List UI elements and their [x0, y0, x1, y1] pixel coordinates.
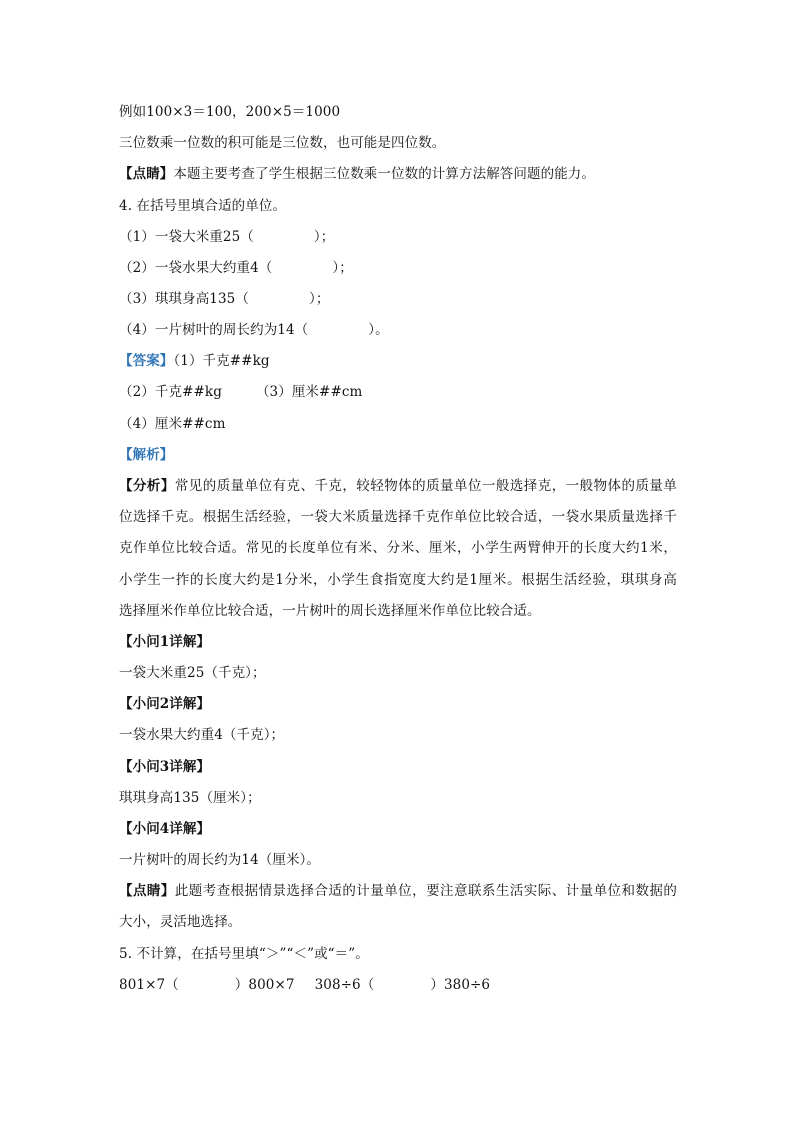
question-5-items	[119, 976, 490, 994]
question-4-item-1-text: （1）一袋大米重25（	[119, 229, 254, 245]
analysis-text-3: 克作单位比较合适。常见的长度单位有米、分米、厘米，小学生两臂伸开的长度大约1米，	[119, 540, 677, 556]
answer-1-text: （1）千克##kg	[173, 353, 270, 369]
analysis-line-2	[119, 508, 677, 526]
question-4-item-1	[119, 228, 334, 246]
analysis-text-5: 选择厘米作单位比较合适，一片树叶的周长选择厘米作单位比较合适。	[119, 603, 541, 619]
analysis-line-1	[119, 477, 677, 495]
question-4-item-3-end: ）；	[308, 291, 330, 307]
question-5-item-c: 308÷6（	[314, 977, 375, 993]
question-4-title	[119, 197, 286, 215]
sub-question-1-answer	[119, 664, 266, 682]
sub-question-1-heading	[119, 633, 210, 651]
dianjing-text: 本题主要考查了学生根据三位数乘一位数的计算方法解答问题的能力。	[173, 166, 596, 182]
dianjing-text-3: 大小，灵活地选择。	[119, 914, 242, 930]
sub-question-4-tag: 【小问4详解】	[119, 821, 211, 837]
jiexi-tag: 【解析】	[119, 447, 174, 463]
question-4-item-2-end: ）；	[332, 260, 353, 276]
question-5-title	[119, 945, 369, 963]
question-4-title-text: 4. 在括号里填合适的单位。	[119, 198, 287, 214]
sub-question-3-text: 琪琪身高135（厘米）；	[119, 790, 261, 806]
answer-line-3	[119, 415, 225, 433]
question-4-item-1-end: ）；	[313, 229, 335, 245]
sub-question-1-text: 一袋大米重25（千克）；	[119, 665, 266, 681]
sub-question-2-text: 一袋水果大约重4（千克）；	[119, 727, 285, 743]
question-4-item-4-text: （4）一片树叶的周长约为14（	[119, 322, 309, 338]
answer-line-2	[119, 383, 362, 401]
sub-question-1-tag: 【小问1详解】	[119, 634, 211, 650]
sub-question-2-heading	[119, 695, 210, 713]
analysis-line-4	[119, 571, 677, 589]
answer-4-text: （4）厘米##cm	[119, 416, 226, 432]
question-4-item-4-end: ）。	[368, 322, 389, 338]
question-4-item-3-text: （3）琪琪身高135（	[119, 291, 249, 307]
answer-3-text: （3）厘米##cm	[255, 384, 363, 400]
example-line	[119, 103, 340, 121]
conclusion-text: 三位数乘一位数的积可能是三位数，也可能是四位数。	[119, 135, 446, 151]
sub-question-2-tag: 【小问2详解】	[119, 696, 211, 712]
question-4-item-2	[119, 259, 353, 277]
analysis-text-1: 常见的质量单位有克、千克，较轻物体的质量单位一般选择克，一般物体的质量单	[174, 478, 677, 494]
sub-question-3-answer	[119, 789, 261, 807]
question-4-item-4	[119, 321, 389, 339]
sub-question-2-answer	[119, 726, 284, 744]
question-5-title-text: 5. 不计算，在括号里填“＞”“＜”或“＝”。	[119, 946, 369, 962]
jiexi-line	[119, 446, 173, 464]
sub-question-3-tag: 【小问3详解】	[119, 759, 211, 775]
sub-question-3-heading	[119, 758, 210, 776]
answer-tag: 【答案】	[119, 353, 174, 369]
question-5-item-b: ）800×7	[234, 977, 295, 993]
dianjing-tag-2: 【点睛】	[119, 883, 175, 899]
answer-2-text: （2）千克##kg	[119, 384, 222, 400]
conclusion-line	[119, 134, 445, 152]
analysis-text-4: 小学生一拃的长度大约是1分米，小学生食指宽度大约是1厘米。根据生活经验，琪琪身高	[119, 572, 677, 588]
analysis-tag: 【分析】	[119, 478, 175, 494]
question-4-item-2-text: （2）一袋水果大约重4（	[119, 260, 273, 276]
question-4-item-3	[119, 290, 329, 308]
answer-line-1	[119, 352, 270, 370]
dianjing-line-1	[119, 165, 595, 183]
dianjing-text-2: 此题考查根据情景选择合适的计量单位，要注意联系生活实际、计量单位和数据的	[174, 883, 677, 899]
analysis-line-5	[119, 602, 541, 620]
sub-question-4-answer	[119, 851, 320, 869]
question-5-item-d: ）380÷6	[430, 977, 491, 993]
sub-question-4-heading	[119, 820, 210, 838]
dianjing-tag: 【点睛】	[119, 166, 174, 182]
sub-question-4-text: 一片树叶的周长约为14（厘米）。	[119, 852, 321, 868]
analysis-text-2: 位选择千克。根据生活经验，一袋大米质量选择千克作单位比较合适，一袋水果质量选择千	[119, 509, 677, 525]
example-text: 例如100×3＝100，200×5＝1000	[119, 104, 341, 120]
question-5-item-a: 801×7（	[119, 977, 179, 993]
analysis-line-3	[119, 539, 677, 557]
dianjing-line-2	[119, 882, 677, 900]
dianjing-line-3	[119, 913, 241, 931]
